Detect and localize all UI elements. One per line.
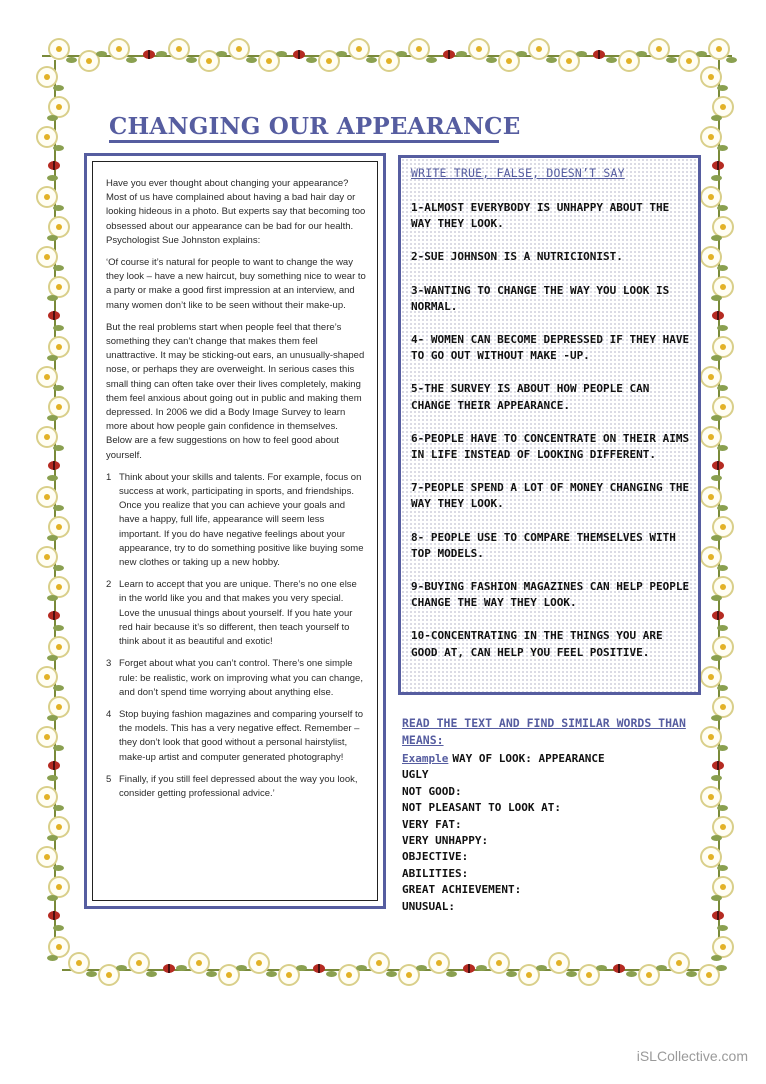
daisy-icon	[490, 954, 508, 972]
leaf-icon	[506, 971, 517, 977]
suggestion-item	[106, 657, 366, 700]
leaf-icon	[546, 57, 557, 63]
leaf-icon	[176, 965, 187, 971]
leaf-icon	[717, 325, 728, 331]
leaf-icon	[47, 595, 58, 601]
leaf-icon	[717, 505, 728, 511]
daisy-icon	[38, 188, 56, 206]
suggestion-text: Stop buying fashion magazines and comparing yourself to the models. This has a very negative effect. Remember – they don’t look that good without a personal hairstylist, make-up artist and computer generated photography!	[119, 708, 363, 763]
leaf-icon	[186, 57, 197, 63]
daisy-icon	[702, 188, 720, 206]
suggestion-number: 5	[106, 773, 112, 785]
reading-text	[106, 177, 366, 809]
ladybug-icon	[48, 461, 60, 470]
daisy-icon	[38, 548, 56, 566]
leaf-icon	[276, 51, 287, 57]
leaf-icon	[47, 535, 58, 541]
daisy-icon	[170, 40, 188, 58]
ladybug-icon	[48, 311, 60, 320]
suggestion-number: 2	[106, 579, 112, 591]
statement: 2-SUE JOHNSON IS A NUTRICIONIST.	[411, 250, 623, 264]
leaf-icon	[711, 655, 722, 661]
leaf-icon	[53, 505, 64, 511]
daisy-icon	[38, 428, 56, 446]
vocabulary-item: VERY UNHAPPY:	[402, 834, 489, 848]
leaf-icon	[636, 51, 647, 57]
leaf-icon	[516, 51, 527, 57]
true-false-panel	[398, 155, 701, 695]
leaf-icon	[47, 235, 58, 241]
daisy-icon	[702, 128, 720, 146]
leaf-icon	[53, 145, 64, 151]
ladybug-icon	[613, 964, 625, 973]
daisy-icon	[50, 698, 68, 716]
daisy-icon	[50, 518, 68, 536]
leaf-icon	[717, 625, 728, 631]
suggestion-list	[106, 471, 366, 801]
vocabulary-item: UGLY	[402, 768, 429, 782]
floral-border-right	[700, 60, 738, 960]
leaf-icon	[717, 685, 728, 691]
daisy-icon	[130, 954, 148, 972]
exercise-heading: WRITE TRUE, FALSE, DOESN’T SAY	[411, 166, 625, 180]
daisy-icon	[50, 398, 68, 416]
daisy-icon	[670, 954, 688, 972]
suggestion-text: Finally, if you still feel depressed about the way you look, consider getting professional advice.’	[119, 773, 358, 799]
leaf-icon	[236, 965, 247, 971]
daisy-icon	[410, 40, 428, 58]
leaf-icon	[536, 965, 547, 971]
leaf-icon	[716, 965, 727, 971]
statement: 4- WOMEN CAN BECOME DEPRESSED IF THEY HAVE TO GO OUT WITHOUT MAKE -UP.	[411, 333, 690, 363]
ladybug-icon	[48, 611, 60, 620]
leaf-icon	[711, 295, 722, 301]
watermark: iSLCollective.com	[636, 1048, 748, 1064]
ladybug-icon	[712, 461, 724, 470]
statement: 8- PEOPLE USE TO COMPARE THEMSELVES WITH TOP MODELS.	[411, 530, 676, 560]
daisy-icon	[38, 788, 56, 806]
vocabulary-item: NOT PLEASANT TO LOOK AT:	[402, 801, 561, 815]
leaf-icon	[486, 57, 497, 63]
leaf-icon	[717, 865, 728, 871]
daisy-icon	[702, 668, 720, 686]
daisy-icon	[550, 954, 568, 972]
leaf-icon	[717, 85, 728, 91]
ladybug-icon	[293, 50, 305, 59]
vocabulary-heading: READ THE TEXT AND FIND SIMILAR WORDS THAN MEANS:	[402, 716, 686, 747]
suggestion-text: Learn to accept that you are unique. There’s no one else in the world like you and that makes you very special. Love the unusual things about yourself. If you hate your red hair because it’s so different, then teach yourself to think about it as beautiful and exotic!	[119, 579, 357, 648]
daisy-icon	[714, 338, 732, 356]
ladybug-icon	[48, 761, 60, 770]
leaf-icon	[576, 51, 587, 57]
leaf-icon	[326, 971, 337, 977]
daisy-icon	[38, 68, 56, 86]
leaf-icon	[626, 971, 637, 977]
vocabulary-example	[402, 751, 702, 767]
ladybug-icon	[712, 761, 724, 770]
ladybug-icon	[712, 611, 724, 620]
daisy-icon	[38, 728, 56, 746]
statement-list	[411, 200, 695, 678]
suggestion-item	[106, 708, 366, 765]
daisy-icon	[230, 40, 248, 58]
leaf-icon	[717, 925, 728, 931]
daisy-icon	[702, 548, 720, 566]
leaf-icon	[696, 51, 707, 57]
leaf-icon	[246, 57, 257, 63]
daisy-icon	[38, 368, 56, 386]
leaf-icon	[306, 57, 317, 63]
leaf-icon	[266, 971, 277, 977]
daisy-icon	[50, 40, 68, 58]
daisy-icon	[50, 218, 68, 236]
leaf-icon	[717, 565, 728, 571]
daisy-icon	[430, 954, 448, 972]
daisy-icon	[714, 878, 732, 896]
leaf-icon	[386, 971, 397, 977]
reading-paragraph: ‘Of course it’s natural for people to want to change the way they look – have a new haircut, buy something nice to wear to a party or make a good first impression at an interview, and many women don’t like to be seen without their make-up.	[106, 257, 366, 311]
statement: 10-CONCENTRATING IN THE THINGS YOU ARE GOOD AT, CAN HELP YOU FEEL POSITIVE.	[411, 629, 663, 659]
leaf-icon	[47, 175, 58, 181]
daisy-icon	[38, 488, 56, 506]
floral-border-bottom	[62, 952, 722, 988]
daisy-icon	[710, 40, 728, 58]
daisy-icon	[702, 848, 720, 866]
daisy-icon	[702, 368, 720, 386]
leaf-icon	[711, 775, 722, 781]
daisy-icon	[50, 938, 68, 956]
page-title: CHANGING OUR APPEARANCE	[109, 113, 521, 140]
leaf-icon	[47, 415, 58, 421]
vocabulary-section	[402, 715, 702, 915]
daisy-icon	[38, 128, 56, 146]
daisy-icon	[50, 98, 68, 116]
title-underline	[109, 140, 499, 143]
leaf-icon	[717, 805, 728, 811]
leaf-icon	[666, 57, 677, 63]
suggestion-number: 1	[106, 471, 112, 483]
leaf-icon	[476, 965, 487, 971]
leaf-icon	[47, 895, 58, 901]
leaf-icon	[396, 51, 407, 57]
statement: 9-BUYING FASHION MAGAZINES CAN HELP PEOPLE CHANGE THE WAY THEY LOOK.	[411, 580, 690, 610]
leaf-icon	[711, 355, 722, 361]
daisy-icon	[714, 818, 732, 836]
daisy-icon	[702, 788, 720, 806]
daisy-icon	[50, 638, 68, 656]
leaf-icon	[206, 971, 217, 977]
leaf-icon	[53, 865, 64, 871]
leaf-icon	[146, 971, 157, 977]
leaf-icon	[596, 965, 607, 971]
leaf-icon	[296, 965, 307, 971]
floral-border-top	[42, 38, 732, 74]
example-text: WAY OF LOOK: APPEARANCE	[452, 752, 605, 765]
leaf-icon	[711, 895, 722, 901]
daisy-icon	[250, 954, 268, 972]
leaf-icon	[566, 971, 577, 977]
daisy-icon	[714, 98, 732, 116]
daisy-icon	[702, 428, 720, 446]
daisy-icon	[350, 40, 368, 58]
vocabulary-item: GREAT ACHIEVEMENT:	[402, 883, 522, 897]
daisy-icon	[38, 848, 56, 866]
suggestion-item	[106, 471, 366, 570]
daisy-icon	[530, 40, 548, 58]
statement: 3-WANTING TO CHANGE THE WAY YOU LOOK IS NORMAL.	[411, 283, 670, 313]
leaf-icon	[711, 595, 722, 601]
leaf-icon	[53, 685, 64, 691]
ladybug-icon	[712, 311, 724, 320]
leaf-icon	[53, 745, 64, 751]
leaf-icon	[717, 145, 728, 151]
leaf-icon	[356, 965, 367, 971]
daisy-icon	[714, 278, 732, 296]
daisy-icon	[702, 488, 720, 506]
leaf-icon	[366, 57, 377, 63]
leaf-icon	[53, 325, 64, 331]
reading-paragraph: But the real problems start when people feel that there’s something they can’t change that makes them feel unattractive. It may be sticking-out ears, an unusually-shaped nose, or perhaps they are overweight. In serious cases this small thing can often take over their lives completely, making them feel anxious about going out in public and making them depressed. In 2006 we did a Body Image Survey to learn more about how people gain confidence in themselves. Below are a few suggestions on how to feel good about yourself.	[106, 321, 365, 461]
leaf-icon	[717, 205, 728, 211]
leaf-icon	[711, 415, 722, 421]
leaf-icon	[717, 385, 728, 391]
ladybug-icon	[48, 161, 60, 170]
leaf-icon	[686, 971, 697, 977]
daisy-icon	[702, 68, 720, 86]
reading-paragraph: Have you ever thought about changing your appearance? Most of us have complained about having a bad hair day or looking hideous in a photo. But experts say that becoming too obsessed about our appearance can be bad for our health. Psychologist Sue Johnston explains:	[106, 178, 366, 246]
suggestion-item	[106, 773, 366, 801]
leaf-icon	[717, 745, 728, 751]
leaf-icon	[656, 965, 667, 971]
suggestion-text: Forget about what you can’t control. There’s one simple rule: be realistic, work on improving what you can change, and don’t spend time worrying about anything else.	[119, 658, 363, 698]
leaf-icon	[53, 925, 64, 931]
daisy-icon	[702, 248, 720, 266]
leaf-icon	[47, 835, 58, 841]
leaf-icon	[47, 655, 58, 661]
daisy-icon	[714, 518, 732, 536]
daisy-icon	[370, 954, 388, 972]
daisy-icon	[50, 818, 68, 836]
leaf-icon	[416, 965, 427, 971]
leaf-icon	[606, 57, 617, 63]
leaf-icon	[336, 51, 347, 57]
leaf-icon	[47, 715, 58, 721]
statement: 1-ALMOST EVERYBODY IS UNHAPPY ABOUT THE WAY THEY LOOK.	[411, 201, 670, 231]
daisy-icon	[50, 878, 68, 896]
ladybug-icon	[593, 50, 605, 59]
leaf-icon	[446, 971, 457, 977]
leaf-icon	[53, 625, 64, 631]
daisy-icon	[190, 954, 208, 972]
vocabulary-item: NOT GOOD:	[402, 784, 462, 798]
leaf-icon	[156, 51, 167, 57]
leaf-icon	[53, 445, 64, 451]
suggestion-item	[106, 578, 366, 649]
leaf-icon	[53, 205, 64, 211]
leaf-icon	[47, 775, 58, 781]
leaf-icon	[711, 715, 722, 721]
vocabulary-item: UNUSUAL:	[402, 899, 455, 913]
suggestion-number: 3	[106, 658, 112, 670]
ladybug-icon	[443, 50, 455, 59]
leaf-icon	[711, 535, 722, 541]
statement: 7-PEOPLE SPEND A LOT OF MONEY CHANGING THE WAY THEY LOOK.	[411, 481, 690, 511]
vocabulary-list	[402, 751, 702, 915]
suggestion-number: 4	[106, 708, 112, 720]
leaf-icon	[96, 51, 107, 57]
daisy-icon	[110, 40, 128, 58]
floral-border-left	[36, 60, 74, 960]
daisy-icon	[38, 668, 56, 686]
daisy-icon	[38, 248, 56, 266]
daisy-icon	[714, 218, 732, 236]
daisy-icon	[714, 938, 732, 956]
leaf-icon	[216, 51, 227, 57]
leaf-icon	[53, 805, 64, 811]
leaf-icon	[47, 115, 58, 121]
leaf-icon	[711, 835, 722, 841]
ladybug-icon	[48, 911, 60, 920]
leaf-icon	[86, 971, 97, 977]
ladybug-icon	[313, 964, 325, 973]
daisy-icon	[50, 278, 68, 296]
daisy-icon	[650, 40, 668, 58]
ladybug-icon	[712, 161, 724, 170]
suggestion-text: Think about your skills and talents. For example, focus on success at work, participating in sports, and friendships. Once you realize that you can achieve your goals and have a happy, full life, appearance will seem less important. If you do have negative feelings about your appearance, try to do something positive like buying some new clothes or taking up a new hobby.	[119, 471, 364, 569]
ladybug-icon	[163, 964, 175, 973]
daisy-icon	[50, 578, 68, 596]
leaf-icon	[47, 955, 58, 961]
vocabulary-item: VERY FAT:	[402, 817, 462, 831]
leaf-icon	[456, 51, 467, 57]
leaf-icon	[711, 115, 722, 121]
leaf-icon	[711, 955, 722, 961]
ladybug-icon	[463, 964, 475, 973]
ladybug-icon	[143, 50, 155, 59]
leaf-icon	[717, 265, 728, 271]
leaf-icon	[116, 965, 127, 971]
daisy-icon	[714, 638, 732, 656]
daisy-icon	[714, 398, 732, 416]
leaf-icon	[711, 235, 722, 241]
statement: 5-THE SURVEY IS ABOUT HOW PEOPLE CAN CHANGE THEIR APPEARANCE.	[411, 382, 650, 412]
leaf-icon	[711, 475, 722, 481]
leaf-icon	[53, 265, 64, 271]
daisy-icon	[470, 40, 488, 58]
daisy-icon	[702, 728, 720, 746]
leaf-icon	[711, 175, 722, 181]
example-label: Example	[402, 752, 449, 765]
vocabulary-item: ABILITIES:	[402, 866, 469, 880]
leaf-icon	[126, 57, 137, 63]
daisy-icon	[714, 578, 732, 596]
statement: 6-PEOPLE HAVE TO CONCENTRATE ON THEIR AIMS IN LIFE INSTEAD OF LOOKING DIFFERENT.	[411, 431, 690, 462]
leaf-icon	[47, 295, 58, 301]
leaf-icon	[53, 565, 64, 571]
leaf-icon	[47, 355, 58, 361]
leaf-icon	[717, 445, 728, 451]
leaf-icon	[47, 475, 58, 481]
ladybug-icon	[712, 911, 724, 920]
leaf-icon	[53, 85, 64, 91]
leaf-icon	[53, 385, 64, 391]
leaf-icon	[426, 57, 437, 63]
daisy-icon	[714, 698, 732, 716]
daisy-icon	[50, 338, 68, 356]
vocabulary-item: OBJECTIVE:	[402, 850, 469, 864]
